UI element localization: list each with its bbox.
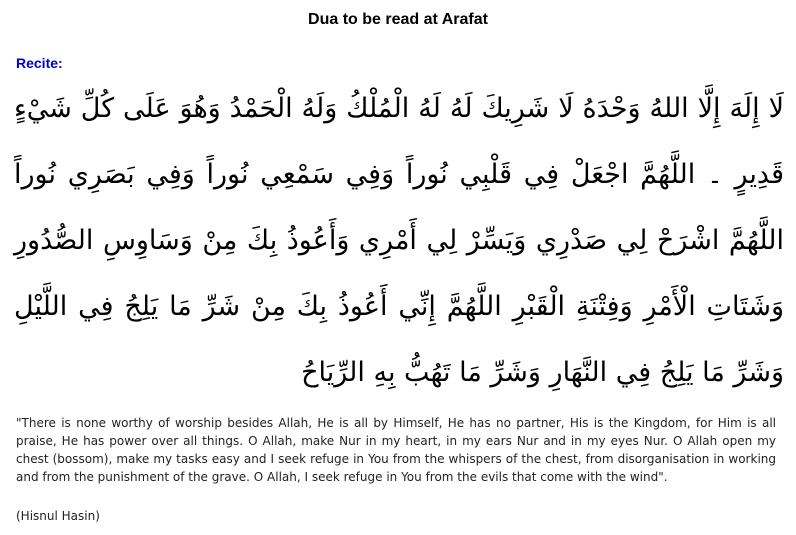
page-title: Dua to be read at Arafat xyxy=(308,11,488,28)
arabic-verse-1: لَا إِلَهَ إِلَّا اللهُ وَحْدَهُ لَا شَرِيكَ لَهُ لَهُ الْمُلْكُ وَلَهُ الْحَمْدُ وَهُوَ عَلَى كُلِّ شَيْءٍ قَدِيرٍ ۔ xyxy=(14,93,784,190)
source-citation: (Hisnul Hasin) xyxy=(16,509,100,523)
arabic-verse-3: اللَّهُمَّ إِنِّي أَعُوذُ بِكَ مِنْ شَرِّ مَا يَلِجُ فِي اللَّيْلِ وَشَرِّ مَا يَلِجُ فِي النَّهَارِ وَشَرِّ مَا تَهُبُّ بِهِ الرِّيَاحُ xyxy=(14,291,784,388)
arabic-dua-text xyxy=(14,76,784,406)
recite-label: Recite: xyxy=(16,55,63,71)
arabic-verse-2: اللَّهُمَّ اجْعَلْ فِي قَلْبِي نُوراً وَفِي سَمْعِي نُوراً وَفِي بَصَرِي نُوراً اللَّهُمَّ اشْرَحْ لِي صَدْرِي وَيَسِّرْ لِي أَمْرِي وَأَعُوذُ بِكَ مِنْ وَسَاوِسِ الصُّدُورِ وَشَتَاتِ الْأَمْرِ وَفِتْنَةِ الْقَبْرِ xyxy=(14,159,784,322)
dua-translation: "There is none worthy of worship besides Allah, He is all by Himself, He has no partner, His is the Kingdom, for Him is all praise, He has power over all things. O Allah, make Nur in my heart, in my ears Nur and in my eyes Nur. O Allah open my chest (bossom), make my tasks easy and I seek refuge in You from the whispers of the chest, from disorganisation in working and from the punishment of the grave. O Allah, I seek refuge in You from the evils that come with the wind". xyxy=(16,416,776,484)
